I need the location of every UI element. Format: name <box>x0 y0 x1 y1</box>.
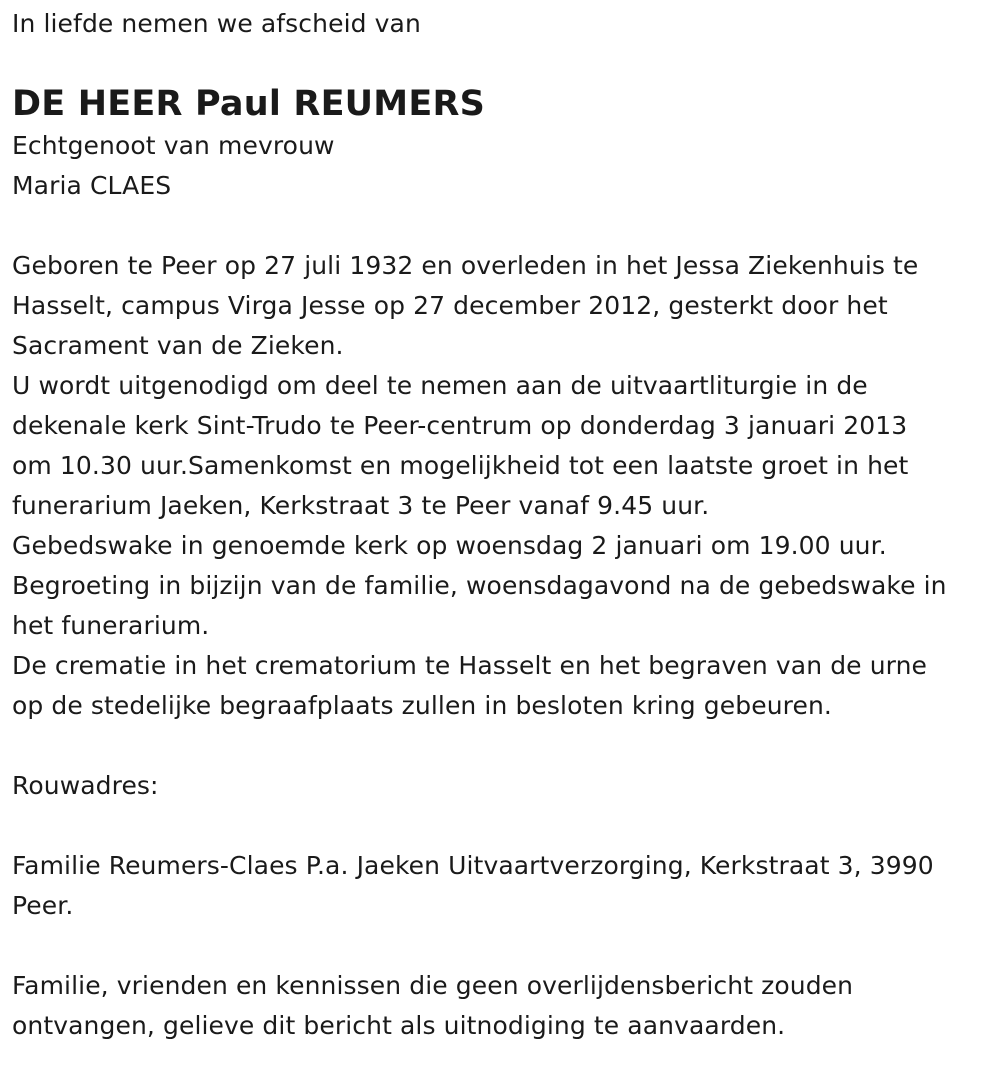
greeting-paragraph: Begroeting in bijzijn van de familie, woensdagavond na de gebedswake in het funerarium. <box>12 571 947 640</box>
address-label: Rouwadres: <box>12 771 159 800</box>
intro-text: In liefde nemen we afscheid van <box>12 9 421 38</box>
birth-death-paragraph: Geboren te Peer op 27 juli 1932 en overleden in het Jessa Ziekenhuis te Hasselt, campus Virga Jesse op 27 december 2012, gesterkt door het Sacrament van de Zieken. <box>12 251 919 360</box>
spouse-label: Echtgenoot van mevrouw <box>12 131 335 160</box>
mourning-address: Familie Reumers-Claes P.a. Jaeken Uitvaartverzorging, Kerkstraat 3, 3990 Peer. <box>12 851 934 920</box>
spacer <box>12 726 988 766</box>
funeral-paragraph: U wordt uitgenodigd om deel te nemen aan de uitvaartliturgie in de dekenale kerk Sint-Trudo te Peer-centrum op donderdag 3 januari 2013 om 10.30 uur.Samenkomst en mogelijkheid tot een laatste groet in het funerarium Jaeken, Kerkstraat 3 te Peer vanaf 9.45 uur. <box>12 371 909 520</box>
spacer <box>12 806 988 846</box>
spacer <box>12 206 988 246</box>
closing-note: Familie, vrienden en kennissen die geen overlijdensbericht zouden ontvangen, gelieve dit bericht als uitnodiging te aanvaarden. <box>12 971 854 1040</box>
spouse-name: Maria CLAES <box>12 171 172 200</box>
deceased-name: DE HEER Paul REUMERS <box>12 84 485 124</box>
cremation-paragraph: De crematie in het crematorium te Hasselt en het begraven van de urne op de stedelijke begraafplaats zullen in besloten kring gebeuren. <box>12 651 928 720</box>
vigil-paragraph: Gebedswake in genoemde kerk op woensdag 2 januari om 19.00 uur. <box>12 531 887 560</box>
spacer <box>12 926 988 966</box>
